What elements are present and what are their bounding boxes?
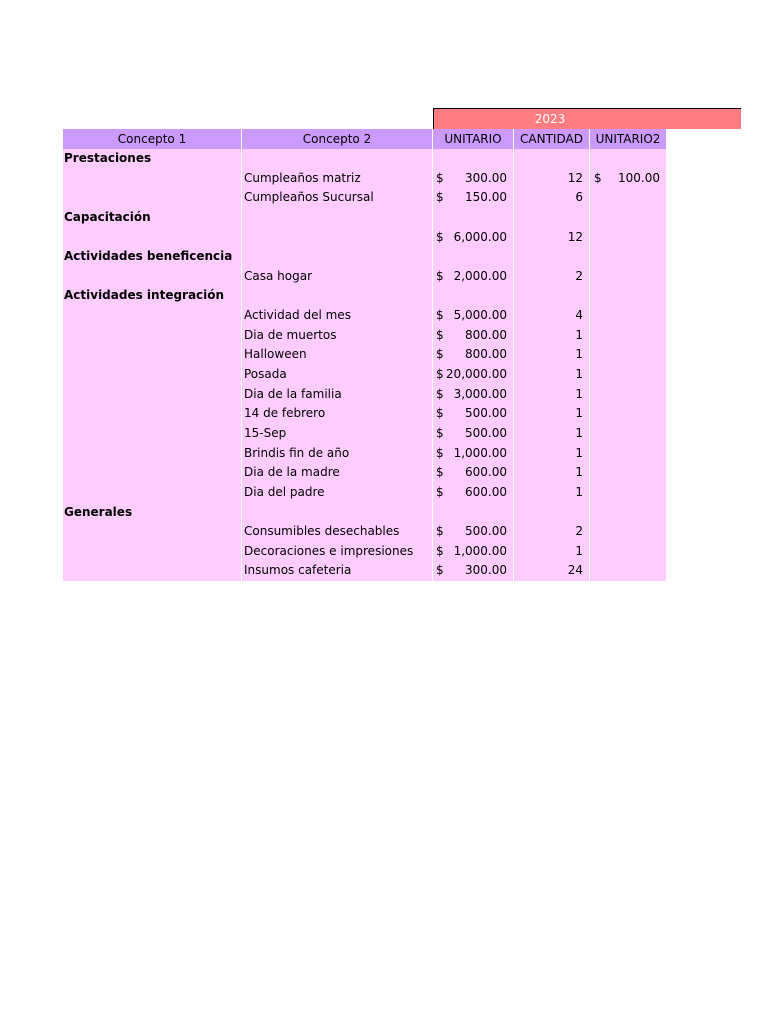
currency-symbol: $ <box>436 308 444 323</box>
header-concepto-2[interactable]: Concepto 2 <box>242 129 433 149</box>
header-unitario[interactable]: UNITARIO <box>433 129 514 149</box>
cell-unitario2[interactable] <box>590 522 666 542</box>
cell-concepto-1[interactable] <box>63 404 242 424</box>
currency-symbol: $ <box>436 406 444 421</box>
currency-symbol: $ <box>436 347 444 362</box>
cell-unitario2[interactable] <box>590 188 666 208</box>
unit-amount: 600.00 <box>465 484 507 499</box>
cell-unitario[interactable] <box>433 424 514 444</box>
table-row <box>63 326 666 346</box>
cell-unitario2[interactable] <box>590 306 666 326</box>
year-header-bar <box>433 108 741 129</box>
cell-concepto-1[interactable] <box>63 365 242 385</box>
cell-cantidad[interactable]: 1 <box>514 345 590 365</box>
cell-concepto-2[interactable] <box>242 149 433 169</box>
cell-unitario[interactable] <box>433 483 514 503</box>
cell-unitario2[interactable] <box>590 228 666 248</box>
cell-concepto-2[interactable]: Halloween <box>242 345 433 365</box>
table-row <box>63 208 666 228</box>
cell-concepto-1[interactable] <box>63 424 242 444</box>
cell-concepto-2[interactable] <box>242 503 433 523</box>
cell-unitario[interactable] <box>433 463 514 483</box>
unit-amount: 600.00 <box>465 465 507 480</box>
cell-unitario2[interactable] <box>590 286 666 306</box>
cell-concepto-1[interactable] <box>63 522 242 542</box>
unit-amount: 300.00 <box>465 170 507 185</box>
table-row <box>63 365 666 385</box>
cell-unitario2[interactable] <box>590 542 666 562</box>
cell-unitario2[interactable] <box>590 247 666 267</box>
cell-cantidad[interactable] <box>514 286 590 306</box>
cell-cantidad[interactable] <box>514 208 590 228</box>
cell-concepto-1[interactable] <box>63 169 242 189</box>
table-row <box>63 247 666 267</box>
cell-unitario2[interactable] <box>590 444 666 464</box>
cell-unitario2[interactable] <box>590 385 666 405</box>
table-row <box>63 561 666 581</box>
cell-concepto-2[interactable]: 15-Sep <box>242 424 433 444</box>
cell-cantidad[interactable]: 1 <box>514 542 590 562</box>
cell-unitario2[interactable] <box>590 561 666 581</box>
cell-concepto-1[interactable] <box>63 463 242 483</box>
currency-symbol: $ <box>436 327 444 342</box>
table-row <box>63 404 666 424</box>
cell-unitario2[interactable] <box>590 149 666 169</box>
cell-cantidad[interactable]: 1 <box>514 483 590 503</box>
cell-unitario2[interactable] <box>590 463 666 483</box>
unit-amount: 150.00 <box>465 190 507 205</box>
cell-concepto-1[interactable]: Prestaciones <box>63 149 242 169</box>
currency-symbol: $ <box>436 524 444 539</box>
cell-unitario[interactable] <box>433 345 514 365</box>
cell-concepto-2[interactable]: Decoraciones e impresiones <box>242 542 433 562</box>
cell-unitario[interactable] <box>433 385 514 405</box>
table-row <box>63 542 666 562</box>
table-row <box>63 345 666 365</box>
currency-symbol: $ <box>436 563 444 578</box>
cell-concepto-1[interactable] <box>63 326 242 346</box>
cell-concepto-1[interactable] <box>63 267 242 287</box>
cell-unitario2[interactable] <box>590 169 666 189</box>
cell-concepto-2[interactable] <box>242 247 433 267</box>
cell-unitario2[interactable] <box>590 404 666 424</box>
unit-amount: 2,000.00 <box>453 268 507 283</box>
cell-unitario[interactable] <box>433 169 514 189</box>
table-row <box>63 228 666 248</box>
cell-unitario[interactable] <box>433 326 514 346</box>
currency-symbol: $ <box>436 543 444 558</box>
currency-symbol: $ <box>436 484 444 499</box>
currency-symbol: $ <box>436 170 444 185</box>
cell-concepto-2[interactable]: Insumos cafeteria <box>242 561 433 581</box>
currency-symbol: $ <box>594 170 602 185</box>
currency-symbol: $ <box>436 229 444 244</box>
cell-concepto-2[interactable]: Dia de la madre <box>242 463 433 483</box>
cell-unitario[interactable] <box>433 149 514 169</box>
cell-unitario[interactable] <box>433 561 514 581</box>
cell-concepto-1[interactable] <box>63 385 242 405</box>
table-row <box>63 149 666 169</box>
table-row <box>63 483 666 503</box>
table-header-row <box>63 129 666 149</box>
table-row <box>63 306 666 326</box>
cell-concepto-1[interactable] <box>63 228 242 248</box>
table-row <box>63 169 666 189</box>
cell-unitario[interactable] <box>433 228 514 248</box>
cell-concepto-2[interactable]: Casa hogar <box>242 267 433 287</box>
cell-unitario[interactable] <box>433 522 514 542</box>
cell-unitario[interactable] <box>433 188 514 208</box>
unit-amount: 20,000.00 <box>445 367 507 382</box>
unit-amount: 800.00 <box>465 347 507 362</box>
cell-unitario2[interactable] <box>590 267 666 287</box>
budget-table <box>63 129 666 581</box>
cell-concepto-1[interactable]: Actividades beneficencia <box>63 247 242 267</box>
currency-symbol: $ <box>436 367 444 382</box>
header-cantidad[interactable]: CANTIDAD <box>514 129 590 149</box>
cell-concepto-2[interactable]: Cumpleaños Sucursal <box>242 188 433 208</box>
table-body <box>63 149 666 581</box>
cell-concepto-2[interactable]: Actividad del mes <box>242 306 433 326</box>
cell-cantidad[interactable] <box>514 503 590 523</box>
currency-symbol: $ <box>436 190 444 205</box>
cell-concepto-1[interactable] <box>63 561 242 581</box>
unit-amount: 500.00 <box>465 524 507 539</box>
cell-concepto-1[interactable] <box>63 345 242 365</box>
currency-symbol: $ <box>436 425 444 440</box>
table-row <box>63 444 666 464</box>
unit-amount: 5,000.00 <box>453 308 507 323</box>
cell-unitario[interactable] <box>433 247 514 267</box>
cell-concepto-2[interactable] <box>242 286 433 306</box>
table-row <box>63 503 666 523</box>
unit-amount: 500.00 <box>465 406 507 421</box>
cell-cantidad[interactable] <box>514 247 590 267</box>
cell-unitario[interactable] <box>433 365 514 385</box>
cell-concepto-1[interactable] <box>63 444 242 464</box>
cell-cantidad[interactable] <box>514 149 590 169</box>
cell-unitario2[interactable] <box>590 503 666 523</box>
cell-unitario[interactable] <box>433 306 514 326</box>
currency-symbol: $ <box>436 445 444 460</box>
cell-concepto-1[interactable] <box>63 188 242 208</box>
cell-cantidad[interactable]: 1 <box>514 404 590 424</box>
cell-unitario[interactable] <box>433 286 514 306</box>
table-row <box>63 188 666 208</box>
cell-unitario2[interactable] <box>590 208 666 228</box>
cell-concepto-1[interactable]: Actividades integración <box>63 286 242 306</box>
table-row <box>63 286 666 306</box>
cell-concepto-2[interactable]: Dia del padre <box>242 483 433 503</box>
cell-concepto-2[interactable] <box>242 228 433 248</box>
cell-concepto-2[interactable]: Consumibles desechables <box>242 522 433 542</box>
cell-cantidad[interactable]: 1 <box>514 385 590 405</box>
cell-unitario[interactable] <box>433 208 514 228</box>
unit-amount: 800.00 <box>465 327 507 342</box>
cell-cantidad[interactable]: 4 <box>514 306 590 326</box>
cell-concepto-2[interactable] <box>242 208 433 228</box>
cell-concepto-2[interactable]: Posada <box>242 365 433 385</box>
cell-cantidad[interactable]: 2 <box>514 267 590 287</box>
currency-symbol: $ <box>436 465 444 480</box>
cell-cantidad[interactable]: 1 <box>514 326 590 346</box>
cell-cantidad[interactable]: 24 <box>514 561 590 581</box>
cell-unitario[interactable] <box>433 404 514 424</box>
cell-cantidad[interactable]: 12 <box>514 228 590 248</box>
unit-amount: 1,000.00 <box>453 543 507 558</box>
cell-concepto-2[interactable]: Cumpleaños matriz <box>242 169 433 189</box>
table-row <box>63 267 666 287</box>
currency-symbol: $ <box>436 268 444 283</box>
unit-amount: 500.00 <box>465 425 507 440</box>
cell-concepto-1[interactable] <box>63 306 242 326</box>
cell-cantidad[interactable]: 1 <box>514 365 590 385</box>
table-row <box>63 522 666 542</box>
cell-unitario2[interactable] <box>590 365 666 385</box>
cell-unitario[interactable] <box>433 503 514 523</box>
cell-cantidad[interactable]: 1 <box>514 424 590 444</box>
year-label: 2023 <box>534 112 566 126</box>
table-row <box>63 385 666 405</box>
cell-unitario2[interactable] <box>590 326 666 346</box>
unit2-amount: 100.00 <box>618 170 660 185</box>
unit-amount: 3,000.00 <box>453 386 507 401</box>
unit-amount: 1,000.00 <box>453 445 507 460</box>
unit-amount: 6,000.00 <box>453 229 507 244</box>
cell-unitario2[interactable] <box>590 424 666 444</box>
cell-unitario2[interactable] <box>590 345 666 365</box>
cell-unitario[interactable] <box>433 267 514 287</box>
header-unitario2[interactable]: UNITARIO2 <box>595 132 661 146</box>
cell-unitario[interactable] <box>433 542 514 562</box>
table-row <box>63 424 666 444</box>
cell-concepto-2[interactable]: Dia de la familia <box>242 385 433 405</box>
cell-cantidad[interactable]: 1 <box>514 444 590 464</box>
cell-unitario2[interactable] <box>590 483 666 503</box>
cell-concepto-2[interactable]: 14 de febrero <box>242 404 433 424</box>
currency-symbol: $ <box>436 386 444 401</box>
cell-concepto-2[interactable]: Dia de muertos <box>242 326 433 346</box>
cell-unitario[interactable] <box>433 444 514 464</box>
cell-concepto-1[interactable] <box>63 542 242 562</box>
cell-concepto-2[interactable]: Brindis fin de año <box>242 444 433 464</box>
cell-concepto-1[interactable]: Capacitación <box>63 208 242 228</box>
cell-concepto-1[interactable] <box>63 483 242 503</box>
header-concepto-1[interactable]: Concepto 1 <box>63 129 242 149</box>
cell-cantidad[interactable]: 1 <box>514 463 590 483</box>
cell-cantidad[interactable]: 12 <box>514 169 590 189</box>
cell-cantidad[interactable]: 6 <box>514 188 590 208</box>
unit-amount: 300.00 <box>465 563 507 578</box>
cell-concepto-1[interactable]: Generales <box>63 503 242 523</box>
table-row <box>63 463 666 483</box>
cell-cantidad[interactable]: 2 <box>514 522 590 542</box>
